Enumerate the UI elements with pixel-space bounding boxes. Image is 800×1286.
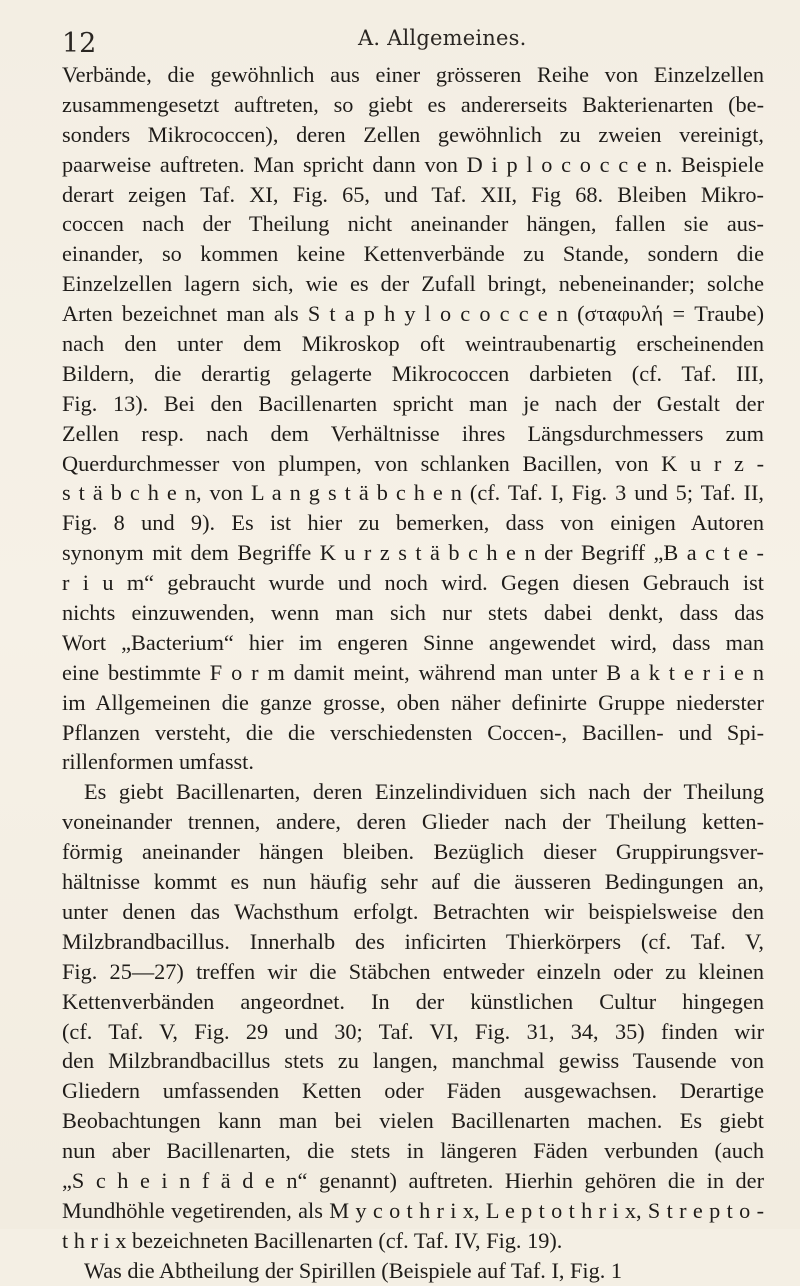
text-line: sonders Mikrococcen), deren Zellen gewöhnlich zu zweien vereinigt, — [62, 121, 764, 147]
text-line: s t ä b c h e n, von L a n g s t ä b c h e n (cf. Taf. I, Fig. 3 und 5; Taf. II, — [62, 480, 764, 506]
text-line: Fig. 8 und 9). Es ist hier zu bemerken, dass von einigen Autoren — [62, 510, 764, 536]
text-line: t h r i x bezeichneten Bacillenarten (cf. Taf. IV, Fig. 19). — [62, 1227, 563, 1253]
text-line: nichts einzuwenden, wenn man sich nur stets dabei denkt, dass das — [62, 600, 764, 626]
text-line: Pflanzen versteht, die die verschiedensten Coccen-, Bacillen- und Spi- — [62, 719, 764, 745]
text-line: einander, so kommen keine Kettenverbände zu Stande, sondern die — [62, 241, 764, 267]
text-line: „S c h e i n f ä d e n“ genannt) auftreten. Hierhin gehören die in der — [62, 1167, 764, 1193]
page-number: 12 — [62, 28, 97, 59]
text-line: nach den unter dem Mikroskop oft weintraubenartig erscheinenden — [62, 331, 764, 357]
text-line: derart zeigen Taf. XI, Fig. 65, und Taf. XII, Fig 68. Bleiben Mikro- — [62, 181, 764, 207]
text-line: Querdurchmesser von plumpen, von schlanken Bacillen, von K u r z - — [62, 450, 764, 476]
text-line: Was die Abtheilung der Spirillen (Beispiele auf Taf. I, Fig. 1 — [84, 1257, 623, 1283]
text-line: Wort „Bacterium“ hier im engeren Sinne angewendet wird, dass man — [62, 629, 764, 655]
text-line: Fig. 25—27) treffen wir die Stäbchen entweder einzeln oder zu kleinen — [62, 958, 764, 984]
text-line: Fig. 13). Bei den Bacillenarten spricht man je nach der Gestalt der — [62, 390, 764, 416]
text-line: zusammengesetzt auftreten, so giebt es andererseits Bakterienarten (be- — [62, 91, 764, 117]
text-line: coccen nach der Theilung nicht aneinander hängen, fallen sie aus- — [62, 211, 764, 237]
text-line: im Allgemeinen die ganze grosse, oben näher definirte Gruppe niederster — [62, 689, 764, 715]
text-line: rillenformen umfasst. — [62, 749, 254, 775]
text-line: r i u m“ gebraucht wurde und noch wird. Gegen diesen Gebrauch ist — [62, 570, 764, 596]
text-line: Einzelzellen lagern sich, wie es der Zufall bringt, nebeneinander; solche — [62, 271, 764, 297]
text-line: Milzbrandbacillus. Innerhalb des inficirten Thierkörpers (cf. Taf. V, — [62, 928, 764, 954]
text-line: Gliedern umfassenden Ketten oder Fäden ausgewachsen. Derartige — [62, 1078, 764, 1104]
text-line: Verbände, die gewöhnlich aus einer grösseren Reihe von Einzelzellen — [62, 62, 764, 87]
text-line: (cf. Taf. V, Fig. 29 und 30; Taf. VI, Fig. 31, 34, 35) finden wir — [62, 1018, 764, 1044]
text-line: den Milzbrandbacillus stets zu langen, manchmal gewiss Tausende von — [62, 1048, 764, 1074]
text-line: synonym mit dem Begriffe K u r z s t ä b c h e n der Begriff „B a c t e - — [62, 540, 764, 566]
text-line: paarweise auftreten. Man spricht dann von D i p l o c o c c e n. Beispiele — [62, 151, 764, 177]
page-header — [0, 20, 800, 60]
text-line: Kettenverbänden angeordnet. In der künstlichen Cultur hingegen — [62, 988, 764, 1014]
text-line: voneinander trennen, andere, deren Glieder nach der Theilung ketten- — [62, 809, 764, 835]
text-line: Zellen resp. nach dem Verhältnisse ihres Längsdurchmessers zum — [62, 420, 764, 446]
text-line: Mundhöhle vegetirenden, als M y c o t h r i x, L e p t o t h r i x, S t r e p t o - — [62, 1197, 764, 1223]
text-line: förmig aneinander hängen bleiben. Bezüglich dieser Gruppirungsver- — [62, 839, 764, 865]
text-line: Beobachtungen kann man bei vielen Bacillenarten machen. Es giebt — [62, 1108, 764, 1134]
text-line: eine bestimmte F o r m damit meint, während man unter B a k t e r i e n — [62, 659, 764, 685]
body-text — [62, 60, 764, 1286]
text-line: unter denen das Wachsthum erfolgt. Betrachten wir beispielsweise den — [62, 898, 764, 924]
text-line: hältnisse kommt es nun häufig sehr auf die äusseren Bedingungen an, — [62, 869, 764, 895]
text-line: Es giebt Bacillenarten, deren Einzelindividuen sich nach der Theilung — [84, 779, 764, 805]
text-line: Arten bezeichnet man als S t a p h y l o c o c c e n (σταφυλή = Traube) — [62, 301, 764, 327]
text-line: nun aber Bacillenarten, die stets in längeren Fäden verbunden (auch — [62, 1138, 764, 1164]
running-head: A. Allgemeines. — [358, 26, 527, 50]
text-line: Bildern, die derartig gelagerte Mikrococcen darbieten (cf. Taf. III, — [62, 360, 764, 386]
